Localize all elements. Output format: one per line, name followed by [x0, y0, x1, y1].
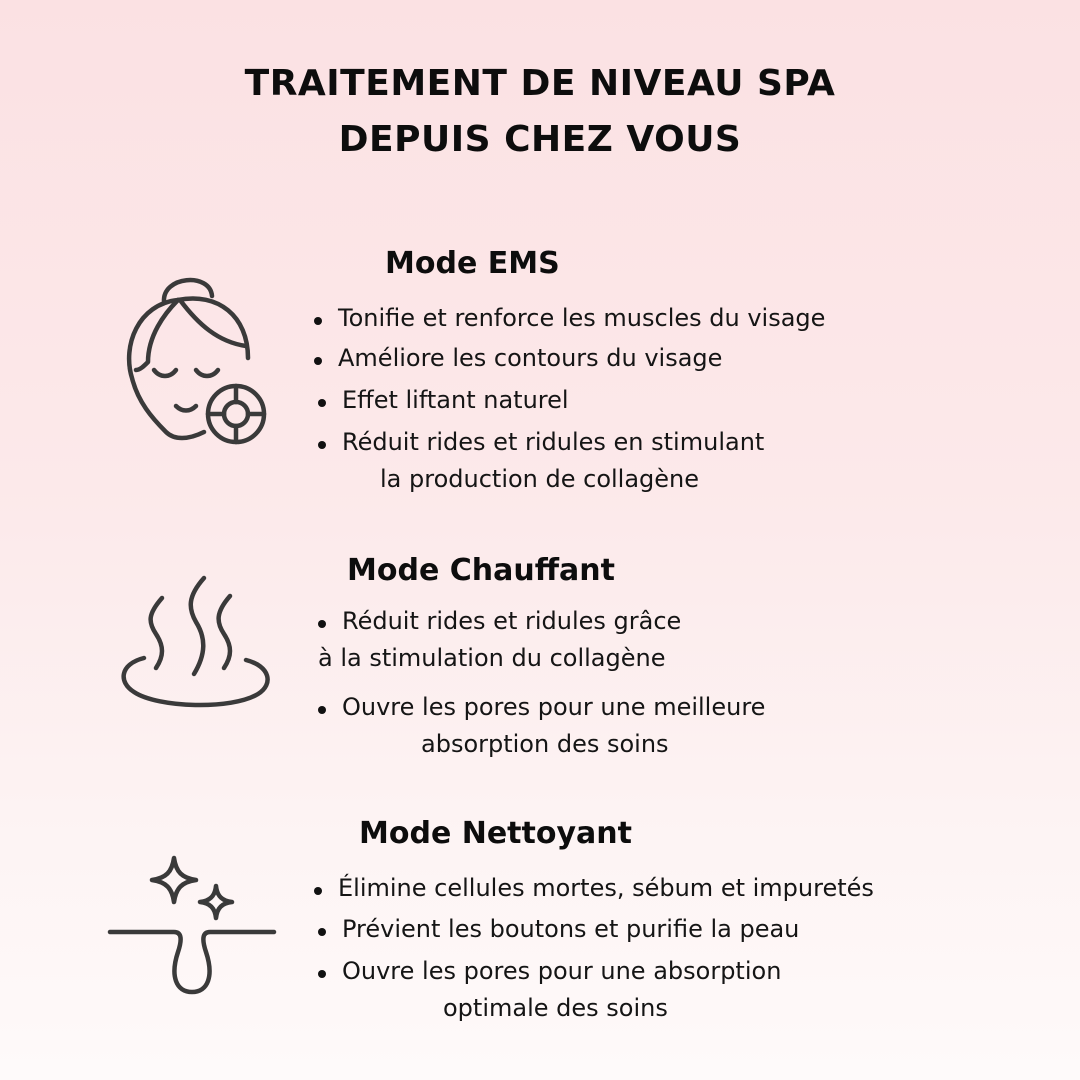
ems-benefit-4: Réduit rides et ridules en stimulant [342, 428, 765, 456]
cleansing-benefit-1: Élimine cellules mortes, sébum et impuretés [338, 874, 874, 902]
heating-benefit-1: Réduit rides et ridules grâce [342, 607, 682, 635]
ems-benefit-2: Améliore les contours du visage [338, 344, 723, 372]
heating-benefit-2: Ouvre les pores pour une meilleure [342, 693, 766, 721]
page-title [0, 56, 1080, 168]
bullet [318, 706, 326, 714]
bullet [318, 620, 326, 628]
heating-benefit-1-cont: à la stimulation du collagène [318, 644, 666, 672]
bullet [318, 399, 326, 407]
cleansing-mode-heading: Mode Nettoyant [359, 816, 632, 851]
title-line-1: TRAITEMENT DE NIVEAU SPA [244, 63, 836, 104]
face-ems-icon [118, 266, 278, 451]
bullet [318, 970, 326, 978]
cleansing-benefit-2: Prévient les boutons et purifie la peau [342, 915, 800, 943]
sparkle-pore-icon [106, 852, 278, 998]
bullet [318, 928, 326, 936]
cleansing-benefit-3-cont: optimale des soins [443, 994, 668, 1022]
ems-mode-heading: Mode EMS [385, 246, 560, 281]
title-line-2: DEPUIS CHEZ VOUS [338, 119, 742, 160]
heating-benefit-2-cont: absorption des soins [421, 730, 669, 758]
bullet [314, 887, 322, 895]
bullet [314, 357, 322, 365]
ems-benefit-4-cont: la production de collagène [380, 465, 700, 493]
cleansing-benefit-3: Ouvre les pores pour une absorption [342, 957, 782, 985]
ems-benefit-1: Tonifie et renforce les muscles du visage [338, 304, 826, 332]
ems-benefit-3: Effet liftant naturel [342, 386, 569, 414]
bullet [314, 317, 322, 325]
bullet [318, 441, 326, 449]
steam-heat-icon [112, 570, 274, 715]
heating-mode-heading: Mode Chauffant [347, 553, 615, 588]
